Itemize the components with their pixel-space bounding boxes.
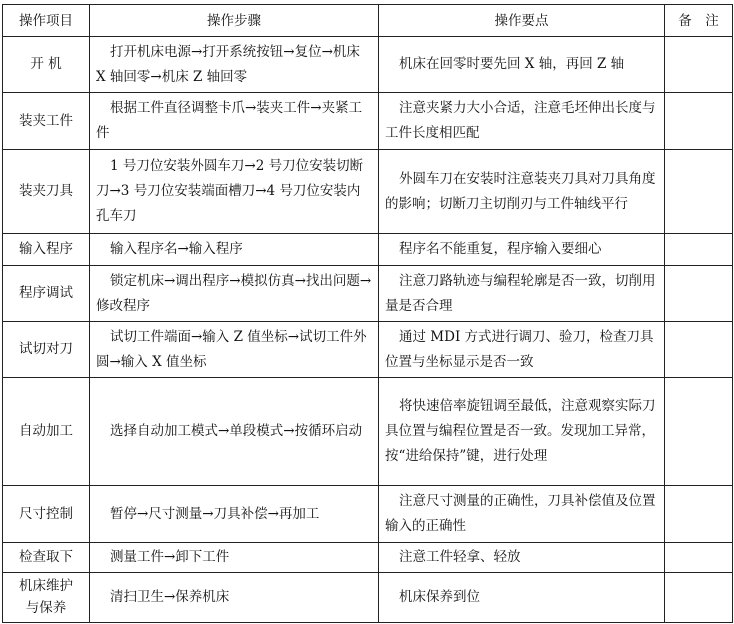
row-item [3,486,90,543]
table-row [3,378,733,486]
row-note [665,266,733,322]
table-row [3,150,733,234]
row-points: 将快速倍率旋钮调至最低，注意观察实际刀具位置与编程位置是否一致。发现加工异常，按“进给保持”键，进行处理 [379,378,665,486]
row-note [665,93,733,150]
row-note [665,378,733,486]
row-steps: 锁定机床→调出程序→模拟仿真→找出问题→修改程序 [90,266,379,322]
row-points: 通过 MDI 方式进行调刀、验刀，检查刀具位置与坐标显示是否一致 [379,322,665,378]
row-steps: 1 号刀位安装外圆车刀→2 号刀位安装切断刀→3 号刀位安装端面槽刀→4 号刀位安装内孔车刀 [90,150,379,234]
row-item-text: 装夹工件 [19,112,73,129]
table-row [3,93,733,150]
table-row [3,543,733,573]
row-steps: 测量工件→卸下工件 [90,543,379,573]
table-row [3,486,733,543]
row-note [665,150,733,234]
row-note [665,234,733,266]
header-row [3,5,733,37]
row-item-text: 试切对刀 [19,341,73,357]
row-steps: 打开机床电源→打开系统按钮→复位→机床 X 轴回零→机床 Z 轴回零 [90,37,379,93]
row-points: 机床保养到位 [379,573,665,623]
row-item-text: 开 机 [30,56,62,72]
row-steps: 暂停→尺寸测量→刀具补偿→再加工 [90,486,379,543]
header-note: 备 注 [665,5,733,37]
row-steps: 根据工件直径调整卡爪→装夹工件→夹紧工件 [90,93,379,150]
row-item-text: 机床维护与保养 [19,577,73,616]
row-item [3,378,90,486]
row-item-text: 尺寸控制 [19,505,73,522]
table-row [3,266,733,322]
row-item [3,543,90,573]
row-points: 机床在回零时要先回 X 轴，再回 Z 轴 [379,37,665,93]
row-item-text: 检查取下 [19,549,73,565]
row-steps: 输入程序名→输入程序 [90,234,379,266]
row-note [665,486,733,543]
row-item-text: 装夹刀具 [19,183,73,199]
row-item [3,573,90,623]
table-row [3,573,733,623]
row-points: 注意工件轻拿、轻放 [379,543,665,573]
table-row [3,37,733,93]
row-item [3,322,90,378]
table-row [3,322,733,378]
row-points: 注意尺寸测量的正确性，刀具补偿值及位置输入的正确性 [379,486,665,543]
header-steps: 操作步骤 [90,5,379,37]
row-item [3,234,90,266]
row-points: 注意夹紧力大小合适，注意毛坯伸出长度与工件长度相匹配 [379,93,665,150]
row-item-text: 自动加工 [19,423,73,439]
row-steps: 试切工件端面→输入 Z 值坐标→试切工件外圆→输入 X 值坐标 [90,322,379,378]
row-item [3,37,90,93]
row-note [665,543,733,573]
header-points: 操作要点 [379,5,665,37]
table-row [3,234,733,266]
row-points: 外圆车刀在安装时注意装夹刀具对刀具角度的影响；切断刀主切削刃与工件轴线平行 [379,150,665,234]
row-note [665,573,733,623]
row-item [3,150,90,234]
row-item-text: 程序调试 [19,285,73,301]
row-item-text: 输入程序 [19,241,73,257]
operation-table [2,4,733,623]
row-steps: 选择自动加工模式→单段模式→按循环启动 [90,378,379,486]
header-item: 操作项目 [3,5,90,37]
row-note [665,322,733,378]
row-item [3,266,90,322]
row-item [3,93,90,150]
row-steps: 清扫卫生→保养机床 [90,573,379,623]
row-points: 注意刀路轨迹与编程轮廓是否一致，切削用量是否合理 [379,266,665,322]
row-note [665,37,733,93]
row-points: 程序名不能重复，程序输入要细心 [379,234,665,266]
